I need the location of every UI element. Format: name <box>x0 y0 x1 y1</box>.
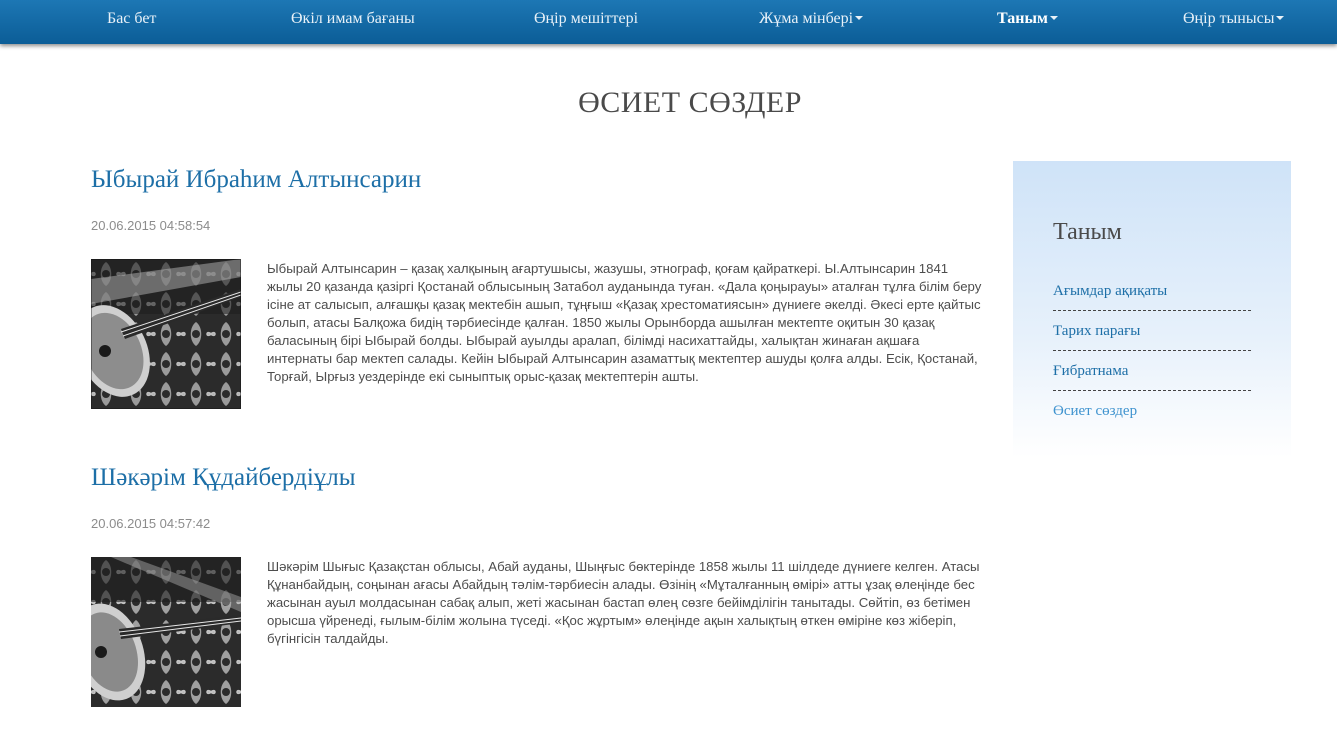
sidebar-item-gibratnama[interactable] <box>1053 351 1251 391</box>
sidebar-title: Таным <box>1053 219 1122 245</box>
article-summary: Шәкәрім Шығыс Қазақстан облысы, Абай ауданы, Шыңғыс бөктерінде 1858 жылы 11 шілдеде дүниеге келген. Атасы Құнанбайдың, соңынан ағасы Абайдың тәлім-тәрбиесін алады. Өзінің «Мұталғанның өмірі» атты ұзақ өлеңінде бес жасынан ауыл молдасынан сабақ алып, жеті жасынан бастап өлең сөзге бейімділігін танытады. Сөйтіп, өз бетімен орысша үйренеді, ғылым-білім жолына түседі. «Қос жұртым» өлеңінде ақын халықтың өткен өміріне көз жіберіп, бүгінгісін талдайды. <box>267 559 980 646</box>
caret-down-icon <box>1050 16 1058 20</box>
caret-down-icon <box>855 16 863 20</box>
sidebar-item-label: Өсиет сөздер <box>1053 403 1138 419</box>
nav-item-tanym[interactable] <box>997 0 1058 37</box>
caret-down-icon <box>1276 16 1284 20</box>
sidebar-item-label: Тарих парағы <box>1053 323 1141 339</box>
article-thumbnail[interactable] <box>91 557 241 707</box>
dombra-on-carpet-image <box>91 557 241 707</box>
nav-item-mosques[interactable] <box>534 0 638 37</box>
top-navbar <box>0 0 1337 44</box>
nav-item-region[interactable] <box>1183 0 1284 37</box>
article-thumbnail[interactable] <box>91 259 241 409</box>
nav-item-home[interactable] <box>107 0 156 37</box>
article-summary: Ыбырай Алтынсарин – қазақ халқының ағартушысы, жазушы, этнограф, қоғам қайраткері. Ы.Алтынсарин 1841 жылы 20 қазанда қазіргі Қостанай облысының Затабол ауданында туған. «Дала қоңырауы» аталған тұлға білім беру ісіне ат салысып, алғашқы қазақ мектебін ашып, тұңғыш «Қазақ хрестоматиясын» дүниеге әкелді. Әкесі ерте қайтыс болып, атасы Балқожа бидің тәрбиесінде қалған. 1850 жылы Орынборда ашылған мектепте оқитын 30 қазақ баласының бірі Ыбырай болды. Ыбырай ауылды аралап, білімді насихаттайды, халықтан жинаған ақшаға интернаты бар мектеп салады. Кейін Ыбырай Алтынсарин азаматтық мектептер ашуды қолға алды. Есік, Қостанай, Торғай, Ырғыз уездерінде екі сыныптық орыс-қазақ мектептерін ашты. <box>267 261 982 384</box>
dombra-on-carpet-image <box>91 259 241 409</box>
page-title: ӨСИЕТ СӨЗДЕР <box>578 86 802 119</box>
article-title-link[interactable]: Ыбырай Ибраһим Алтынсарин <box>91 166 422 193</box>
sidebar-item-agymdar[interactable] <box>1053 271 1251 311</box>
sidebar-item-osiet[interactable] <box>1053 391 1251 431</box>
nav-item-label: Өңір тынысы <box>1183 10 1275 27</box>
nav-item-label: Жұма мінбері <box>759 10 854 27</box>
nav-item-label: Өңір мешіттері <box>534 10 639 27</box>
article-title-link[interactable]: Шәкәрім Құдайбердіұлы <box>91 464 356 491</box>
sidebar-panel <box>1013 161 1291 458</box>
nav-item-label: Таным <box>997 10 1048 27</box>
nav-item-imam[interactable] <box>291 0 415 37</box>
sidebar-item-label: Ғибратнама <box>1053 363 1129 379</box>
sidebar-item-label: Ағымдар ақиқаты <box>1053 283 1168 299</box>
nav-item-label: Өкіл имам бағаны <box>291 10 415 27</box>
nav-item-label: Бас бет <box>107 10 157 27</box>
sidebar-item-tarikh[interactable] <box>1053 311 1251 351</box>
article-date: 20.06.2015 04:57:42 <box>91 516 211 531</box>
nav-item-friday[interactable] <box>759 0 863 37</box>
article-date: 20.06.2015 04:58:54 <box>91 218 211 233</box>
